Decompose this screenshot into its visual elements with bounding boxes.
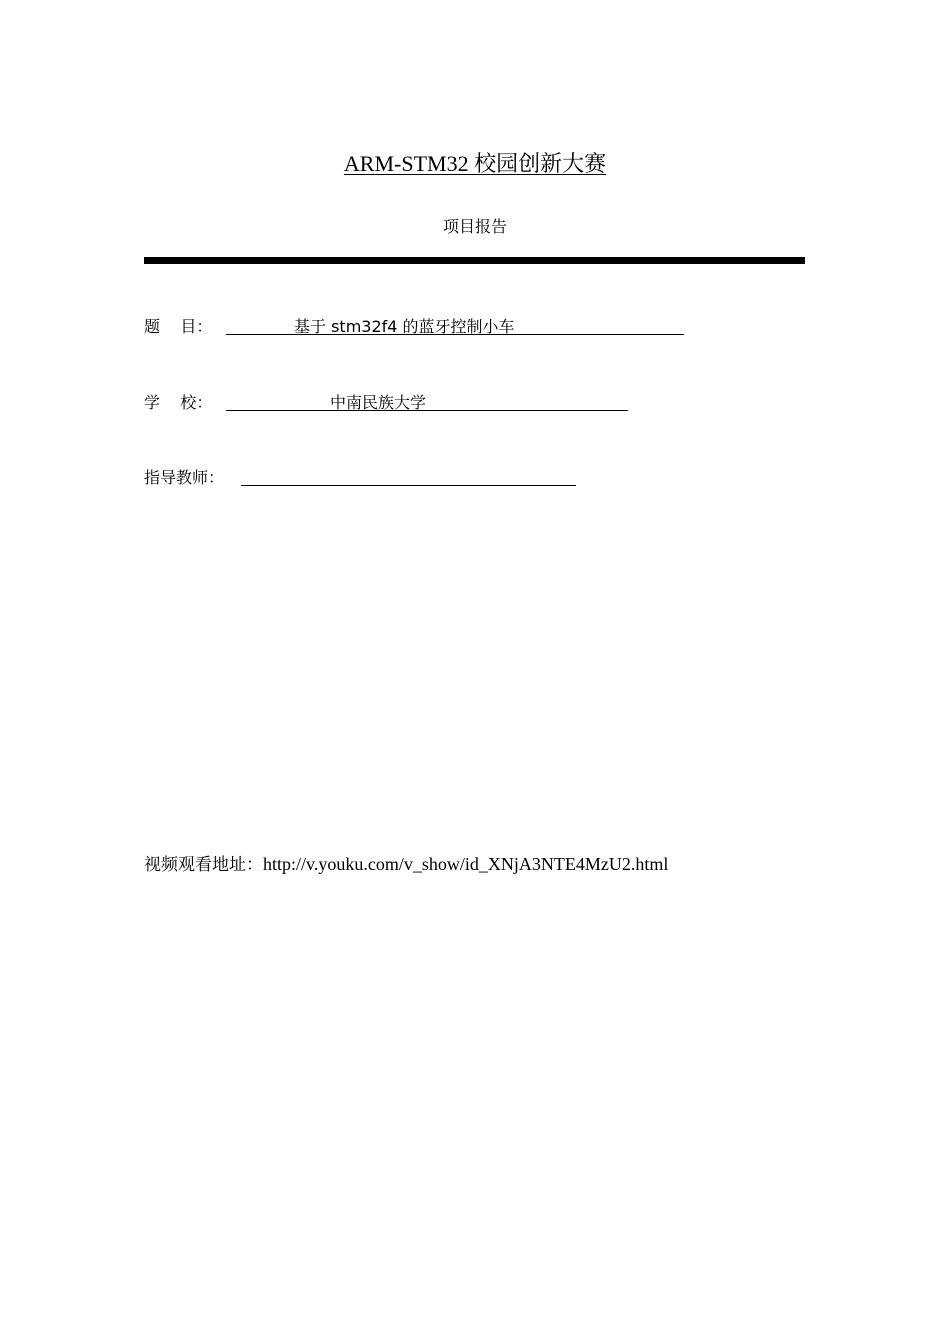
video-address-label: 视频观看地址： [144, 855, 263, 875]
advisor-underline [241, 465, 576, 486]
topic-value: 基于 stm32f4 的蓝牙控制小车 [294, 317, 515, 336]
video-address-link[interactable]: http://v.youku.com/v_show/id_XNjA3NTE4MzU2.html [263, 854, 669, 874]
school-underline [226, 390, 628, 411]
advisor-label: 指导教师： [144, 468, 225, 487]
advisor-field [144, 465, 224, 488]
competition-title [0, 147, 950, 178]
topic-field [144, 314, 515, 337]
report-type: 项目报告 [442, 217, 507, 236]
school-field [144, 390, 427, 413]
video-address [144, 850, 668, 875]
school-value: 中南民族大学 [330, 393, 427, 412]
topic-label: 题 目： [144, 317, 213, 336]
horizontal-rule [144, 257, 805, 264]
competition-title-text: ARM-STM32 校园创新大赛 [343, 151, 607, 176]
school-label: 学 校： [144, 393, 213, 412]
